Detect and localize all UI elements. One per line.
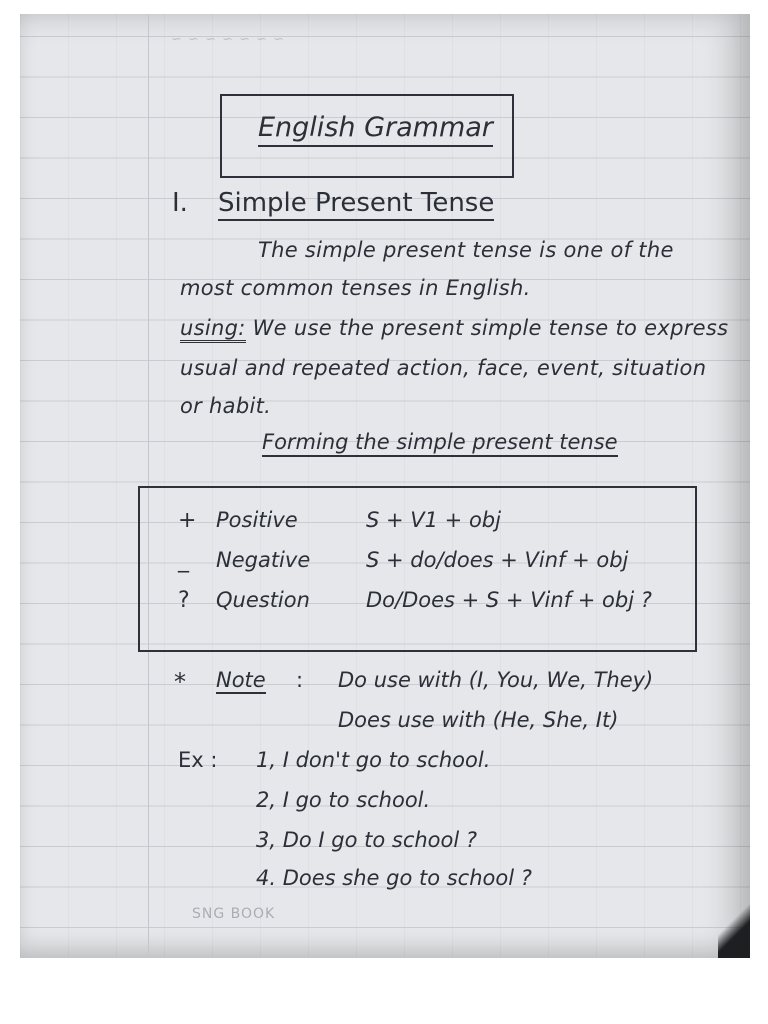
example-item: 1, I don't go to school. [256,748,491,772]
section-heading: Simple Present Tense [218,188,494,221]
positive-label: Positive [216,508,298,532]
body-line-4: usual and repeated action, face, event, situation [180,356,707,380]
star-icon: * [174,668,186,696]
negative-formula: S + do/does + Vinf + obj [366,548,629,572]
notebook-brand: SNG BOOK [192,906,276,922]
note-line-1: Do use with (I, You, We, They) [338,668,654,692]
question-formula: Do/Does + S + Vinf + obj ? [366,588,652,612]
body-line-3 [180,316,728,340]
question-label: Question [216,588,310,612]
body-line-5: or habit. [180,394,272,418]
positive-formula: S + V1 + obj [366,508,501,532]
body-line-3-text: We use the present simple tense to express [245,316,729,340]
note-label: Note [216,668,266,692]
page-title: English Grammar [258,112,493,147]
body-line-2: most common tenses in English. [180,276,531,300]
note-line-2: Does use with (He, She, It) [338,708,619,732]
example-item: 3, Do I go to school ? [256,828,478,852]
example-item: 4. Does she go to school ? [256,866,532,890]
using-label: using: [180,316,246,343]
page-shadow [718,898,750,958]
negative-label: Negative [216,548,311,572]
forming-heading: Forming the simple present tense [262,430,618,457]
body-line-1: The simple present tense is one of the [258,238,674,262]
bleed-through-text: ~ ~ ~ ~ ~ ~ ~ [170,32,285,47]
question-symbol: ? [178,588,190,613]
section-number: I. [172,188,188,218]
negative-symbol: _ [178,548,189,573]
example-item: 2, I go to school. [256,788,431,812]
note-colon: : [296,668,304,692]
positive-symbol: + [178,508,197,533]
examples-label: Ex : [178,748,218,772]
